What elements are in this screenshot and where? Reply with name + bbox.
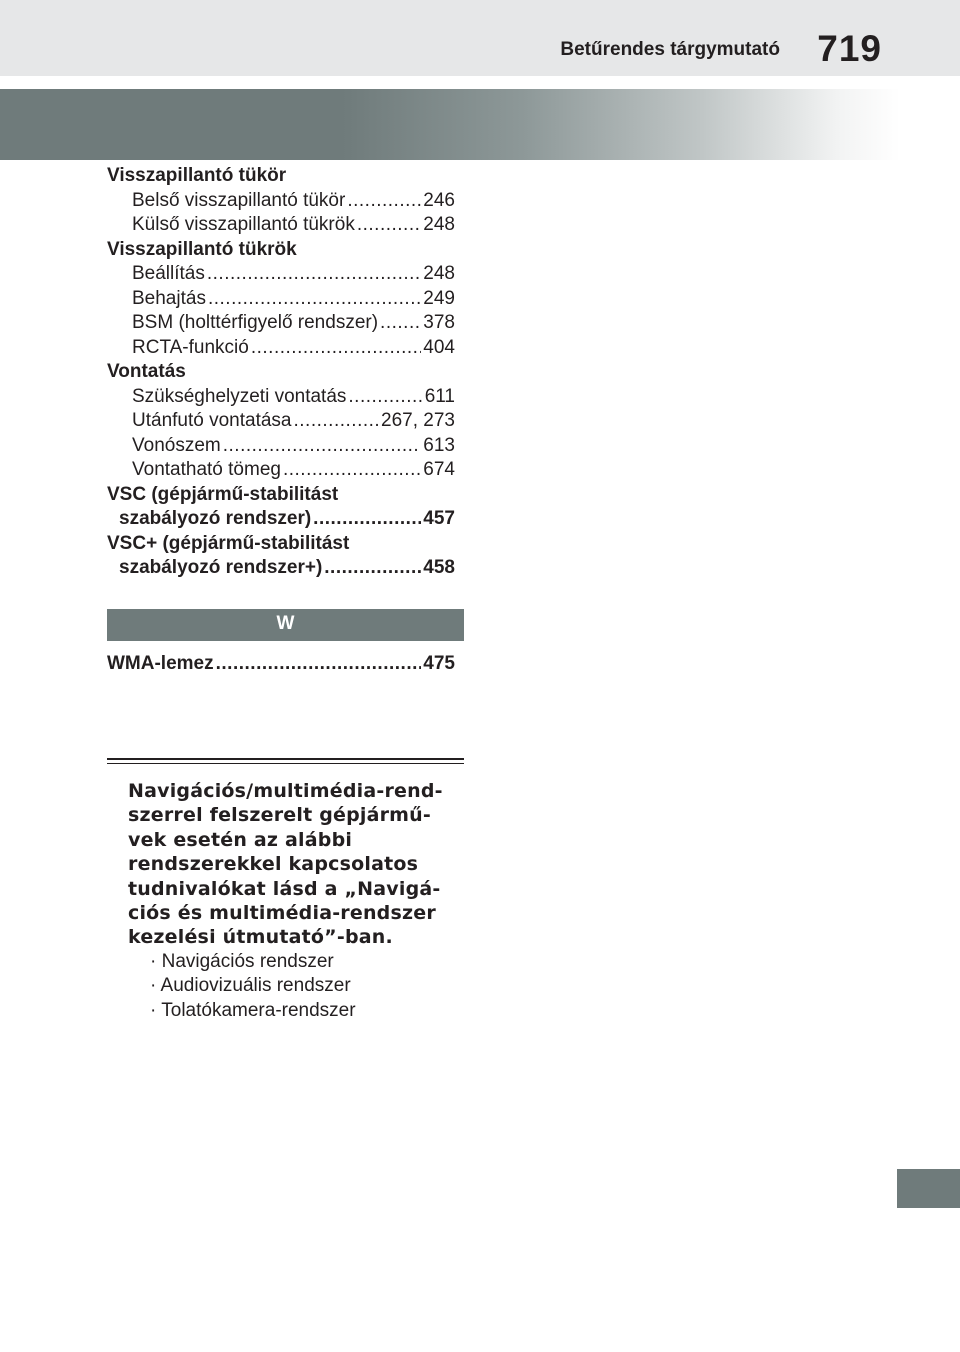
index-item-label: Belső visszapillantó tükör [132, 189, 346, 211]
index-item-label: Beállítás [132, 263, 205, 284]
index-heading: VSC+ (gépjármű-stabilitást [107, 532, 350, 554]
note-list-item: · Audiovizuális rendszer [150, 975, 351, 997]
index-item [107, 409, 455, 434]
section-letter-bar: W [107, 609, 464, 641]
index-item-page: 246 [423, 189, 455, 211]
leader-dots [380, 311, 421, 336]
note-heading-line: vek esetén az alábbi [128, 828, 353, 851]
index-item-label: szabályozó rendszer) [119, 508, 312, 529]
note-list-item: · Navigációs rendszer [150, 950, 334, 972]
header-bar [0, 0, 960, 76]
leader-dots [207, 262, 421, 287]
page-number: 719 [817, 28, 882, 69]
decorative-gradient-band [0, 89, 900, 160]
note-heading-line: tudnivalókat lásd a „Navigá- [128, 877, 441, 900]
leader-dots [347, 189, 421, 214]
index-item [107, 213, 455, 238]
index-item-page: 267, 273 [381, 410, 455, 431]
leader-dots [357, 213, 421, 238]
leader-dots [216, 652, 422, 676]
index-item-page: 458 [423, 557, 455, 578]
index-item-label: Vonószem [132, 434, 221, 456]
header-title: Betűrendes tárgymutató [560, 39, 780, 60]
index-item-page: 457 [423, 508, 455, 529]
index-item-label: Külső visszapillantó tükrök [132, 214, 355, 235]
index-item-page: 248 [423, 214, 455, 235]
note-list-item: · Tolatókamera-rendszer [150, 999, 356, 1021]
index-heading: Visszapillantó tükrök [107, 238, 297, 260]
index-item-page: 404 [423, 336, 455, 358]
index-item-page: 674 [423, 459, 455, 480]
index-item-label: Utánfutó vontatása [132, 410, 292, 431]
leader-dots [324, 556, 421, 581]
index-column-w [107, 652, 455, 676]
leader-dots [348, 385, 422, 410]
index-item-page: 613 [423, 434, 455, 456]
index-item [107, 507, 455, 532]
index-item-label: Vontatható tömeg [132, 459, 281, 480]
leader-dots [294, 409, 380, 434]
index-column [107, 164, 455, 581]
index-item-label: Szükséghelyzeti vontatás [132, 385, 347, 407]
index-item [107, 652, 455, 676]
note-heading-line: Navigációs/multimédia-rend- [128, 780, 443, 802]
index-item-page: 378 [423, 312, 455, 333]
index-heading: VSC (gépjármű-stabilitást [107, 483, 339, 505]
index-item [107, 262, 455, 287]
index-item [107, 434, 455, 459]
index-item-page: 248 [423, 263, 455, 284]
index-item [107, 189, 455, 214]
index-item-label: RCTA-funkció [132, 336, 249, 358]
index-item-page: 249 [423, 287, 455, 309]
note-heading-line: ciós és multimédia-rendszer [128, 902, 436, 925]
divider [107, 758, 464, 764]
index-item-page: 611 [424, 385, 455, 407]
index-heading: Vontatás [107, 361, 186, 382]
note-list [128, 950, 458, 1024]
index-item [107, 311, 455, 336]
index-item-label: Behajtás [132, 287, 206, 309]
note-heading [128, 779, 458, 950]
index-item-page: 475 [423, 653, 455, 674]
leader-dots [313, 507, 421, 532]
index-item [107, 385, 455, 410]
leader-dots [251, 336, 421, 361]
note-heading-line: kezelési útmutató”-ban. [128, 926, 393, 949]
index-item [107, 458, 455, 483]
leader-dots [223, 434, 422, 459]
note-heading-line: rendszerekkel kapcsolatos [128, 853, 419, 876]
note-heading-line: szerrel felszerelt gépjármű- [128, 804, 431, 827]
index-item-label: szabályozó rendszer+) [119, 557, 323, 578]
index-item-label: BSM (holttérfigyelő rendszer) [132, 312, 379, 333]
chapter-tab-marker [897, 1169, 960, 1208]
index-item [107, 556, 455, 581]
note-block [128, 779, 458, 1023]
index-heading: Visszapillantó tükör [107, 165, 287, 186]
leader-dots [208, 287, 421, 312]
leader-dots [283, 458, 421, 483]
index-item [107, 287, 455, 312]
index-item [107, 336, 455, 361]
index-item-label: WMA-lemez [107, 653, 214, 674]
